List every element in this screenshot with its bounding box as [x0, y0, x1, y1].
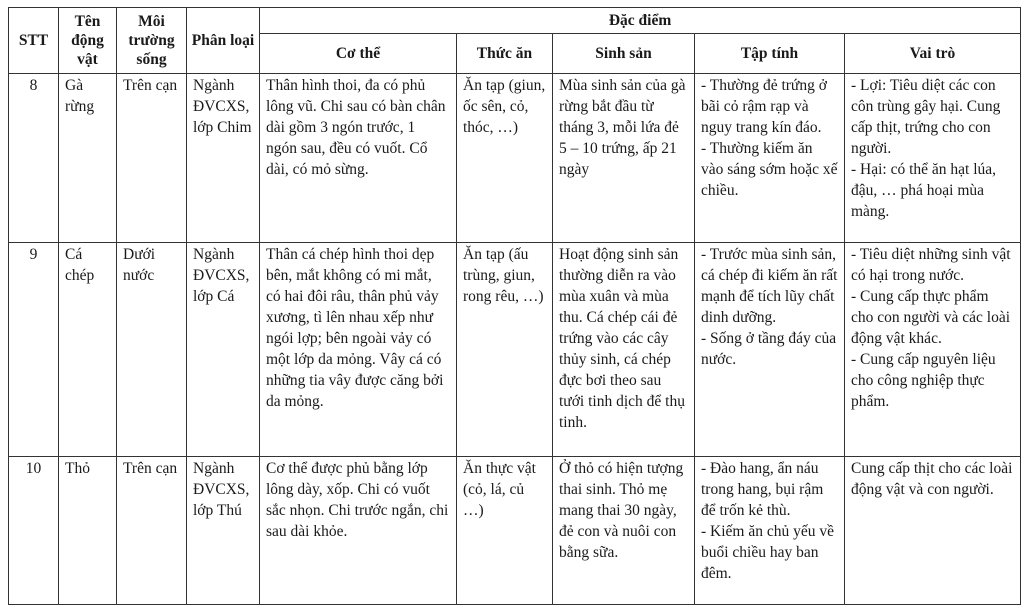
header-habitat: Môi trường sống — [117, 8, 187, 74]
header-food: Thức ăn — [457, 34, 553, 74]
cell-behavior — [695, 457, 845, 605]
behavior-line: - Đào hang, ẩn náu trong hang, bụi rậm để trốn kẻ thù. — [701, 460, 824, 519]
behavior-line: - Trước mùa sinh sản, cá chép đi kiếm ăn rất mạnh để tích lũy chất dinh dưỡng. — [701, 246, 838, 326]
cell-food: Ăn thực vật (cỏ, lá, củ …) — [457, 457, 553, 605]
header-reproduction: Sinh sản — [553, 34, 695, 74]
behavior-line: - Sống ở tầng đáy của nước. — [701, 330, 837, 368]
role-line: - Cung cấp thực phẩm cho con người và các loài động vật khác. — [851, 288, 1011, 347]
cell-classification: Ngành ĐVCXS, lớp Thú — [187, 457, 260, 605]
cell-animal-name: Cá chép — [59, 243, 117, 457]
role-line: - Tiêu diệt những sinh vật có hại trong nước. — [851, 246, 1011, 284]
cell-food: Ăn tạp (ấu trùng, giun, rong rêu, …) — [457, 243, 553, 457]
header-characteristics: Đặc điểm — [260, 8, 1021, 34]
header-stt: STT — [9, 8, 59, 74]
cell-reproduction: Mùa sinh sản của gà rừng bắt đầu từ tháng 3, mỗi lứa đẻ 5 – 10 trứng, ấp 21 ngày — [553, 74, 695, 243]
cell-habitat: Trên cạn — [117, 74, 187, 243]
cell-reproduction: Ở thỏ có hiện tượng thai sinh. Thỏ mẹ mang thai 30 ngày, đẻ con và nuôi con bằng sữa. — [553, 457, 695, 605]
cell-body: Thân hình thoi, đa có phủ lông vũ. Chi sau có bàn chân dài gồm 3 ngón trước, 1 ngón sau, đều có vuốt. Cổ dài, có mỏ sừng. — [260, 74, 457, 243]
role-line: - Hại: có thể ăn hạt lúa, đậu, … phá hoại mùa màng. — [851, 161, 997, 220]
cell-role — [845, 74, 1021, 243]
header-classification: Phân loại — [187, 8, 260, 74]
behavior-line: - Thường kiếm ăn vào sáng sớm hoặc xế chiều. — [701, 140, 838, 199]
cell-stt: 10 — [9, 457, 59, 605]
cell-classification: Ngành ĐVCXS, lớp Chim — [187, 74, 260, 243]
cell-classification: Ngành ĐVCXS, lớp Cá — [187, 243, 260, 457]
cell-animal-name: Thỏ — [59, 457, 117, 605]
animal-characteristics-table-wrapper — [8, 7, 1021, 605]
cell-food: Ăn tạp (giun, ốc sên, cỏ, thóc, …) — [457, 74, 553, 243]
animal-characteristics-table — [8, 7, 1021, 605]
cell-role — [845, 243, 1021, 457]
behavior-line: - Thường đẻ trứng ở bãi cỏ rậm rạp và nguy trang kín đáo. — [701, 77, 827, 136]
cell-stt: 9 — [9, 243, 59, 457]
cell-behavior — [695, 74, 845, 243]
cell-body: Thân cá chép hình thoi dẹp bên, mắt không có mi mắt, có hai đôi râu, thân phủ vảy xương, tì lên nhau xếp như ngói lợp; bên ngoài vảy có một lớp da mỏng. Vây cá có những tia vây được căng bởi da mỏng. — [260, 243, 457, 457]
table-row — [9, 74, 1021, 243]
cell-reproduction: Hoạt động sinh sản thường diễn ra vào mùa xuân và mùa thu. Cá chép cái đẻ trứng vào các cây thủy sinh, cá chép đực bơi theo sau tưới tinh dịch để thụ tinh. — [553, 243, 695, 457]
role-line: - Cung cấp nguyên liệu cho công nghiệp thực phẩm. — [851, 351, 996, 410]
header-behavior: Tập tính — [695, 34, 845, 74]
table-row — [9, 457, 1021, 605]
cell-habitat: Trên cạn — [117, 457, 187, 605]
role-line: Cung cấp thịt cho các loài động vật và con người. — [851, 460, 1013, 498]
header-row-top — [9, 8, 1021, 34]
cell-habitat: Dưới nước — [117, 243, 187, 457]
table-row — [9, 243, 1021, 457]
cell-role — [845, 457, 1021, 605]
header-animal-name: Tên động vật — [59, 8, 117, 74]
behavior-line: - Kiếm ăn chủ yếu về buổi chiều hay ban đêm. — [701, 523, 834, 582]
cell-stt: 8 — [9, 74, 59, 243]
cell-body: Cơ thể được phủ bằng lớp lông dày, xốp. Chi có vuốt sắc nhọn. Chi trước ngắn, chi sau dài khỏe. — [260, 457, 457, 605]
header-role: Vai trò — [845, 34, 1021, 74]
cell-behavior — [695, 243, 845, 457]
header-body: Cơ thể — [260, 34, 457, 74]
role-line: - Lợi: Tiêu diệt các con côn trùng gây hại. Cung cấp thịt, trứng cho con người. — [851, 77, 1001, 157]
cell-animal-name: Gà rừng — [59, 74, 117, 243]
